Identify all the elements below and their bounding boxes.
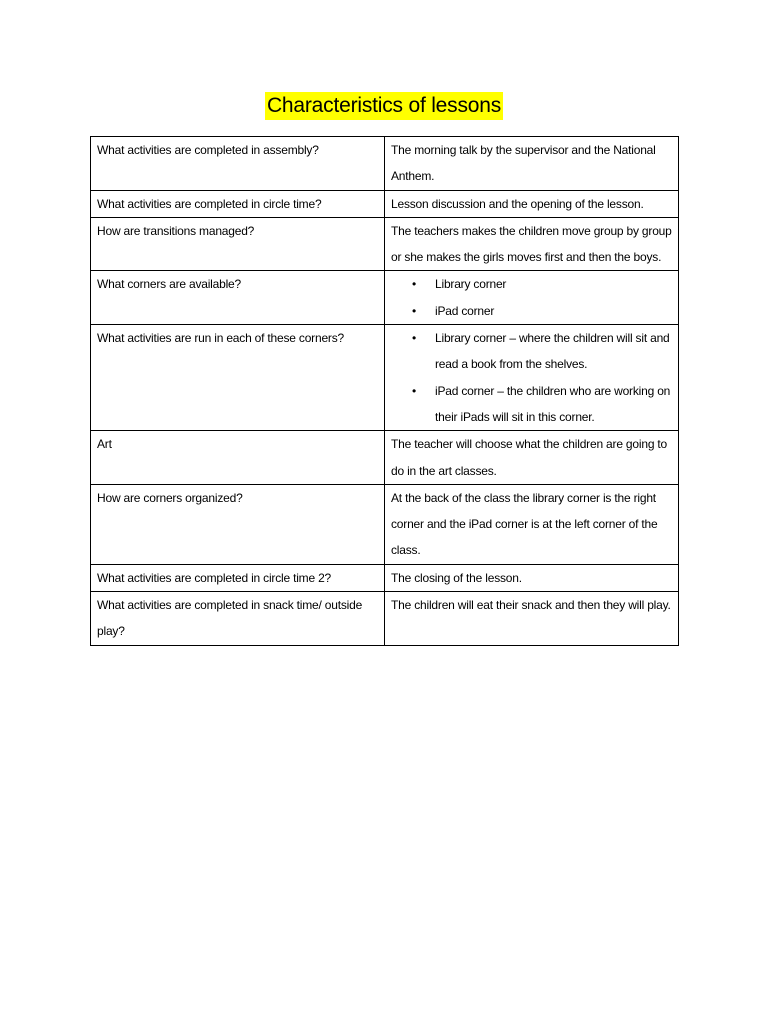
table-row bbox=[91, 325, 679, 431]
answer-cell bbox=[385, 325, 679, 431]
question-cell: What corners are available? bbox=[91, 271, 385, 325]
question-cell: How are transitions managed? bbox=[91, 217, 385, 271]
table-row bbox=[91, 564, 679, 591]
table-row bbox=[91, 271, 679, 325]
answer-cell: The children will eat their snack and then they will play. bbox=[385, 592, 679, 646]
answer-cell: The morning talk by the supervisor and the National Anthem. bbox=[385, 137, 679, 191]
question-cell: How are corners organized? bbox=[91, 484, 385, 564]
question-cell: What activities are completed in assembly? bbox=[91, 137, 385, 191]
question-cell: Art bbox=[91, 431, 385, 485]
bullet-list bbox=[391, 271, 672, 324]
answer-cell bbox=[385, 271, 679, 325]
answer-cell: At the back of the class the library corner is the right corner and the iPad corner is at the left corner of the class. bbox=[385, 484, 679, 564]
bullet-item bbox=[412, 298, 672, 324]
page-title: Characteristics of lessons bbox=[265, 92, 503, 120]
bullet-list bbox=[391, 325, 672, 430]
answer-cell: Lesson discussion and the opening of the lesson. bbox=[385, 190, 679, 217]
question-cell: What activities are completed in circle time? bbox=[91, 190, 385, 217]
table-body bbox=[91, 137, 679, 646]
table-row bbox=[91, 592, 679, 646]
bullet-item bbox=[412, 271, 672, 297]
bullet-text: Library corner – where the children will sit and read a book from the shelves. bbox=[435, 331, 670, 372]
question-cell: What activities are completed in snack time/ outside play? bbox=[91, 592, 385, 646]
answer-cell: The closing of the lesson. bbox=[385, 564, 679, 591]
table-row bbox=[91, 217, 679, 271]
lessons-table bbox=[90, 136, 679, 646]
bullet-item bbox=[412, 378, 672, 431]
table-row bbox=[91, 137, 679, 191]
answer-cell: The teachers makes the children move group by group or she makes the girls moves first and then the boys. bbox=[385, 217, 679, 271]
bullet-text: iPad corner bbox=[435, 303, 495, 318]
title-container bbox=[0, 92, 768, 120]
table-row bbox=[91, 484, 679, 564]
bullet-icon: • bbox=[412, 277, 417, 292]
table-row bbox=[91, 431, 679, 485]
question-cell: What activities are run in each of these corners? bbox=[91, 325, 385, 431]
bullet-icon: • bbox=[412, 331, 417, 346]
answer-cell: The teacher will choose what the children are going to do in the art classes. bbox=[385, 431, 679, 485]
bullet-text: Library corner bbox=[435, 277, 507, 292]
bullet-text: iPad corner – the children who are working on their iPads will sit in this corner. bbox=[435, 383, 671, 424]
bullet-icon: • bbox=[412, 303, 417, 318]
table-row bbox=[91, 190, 679, 217]
bullet-icon: • bbox=[412, 383, 417, 398]
bullet-item bbox=[412, 325, 672, 378]
question-cell: What activities are completed in circle time 2? bbox=[91, 564, 385, 591]
